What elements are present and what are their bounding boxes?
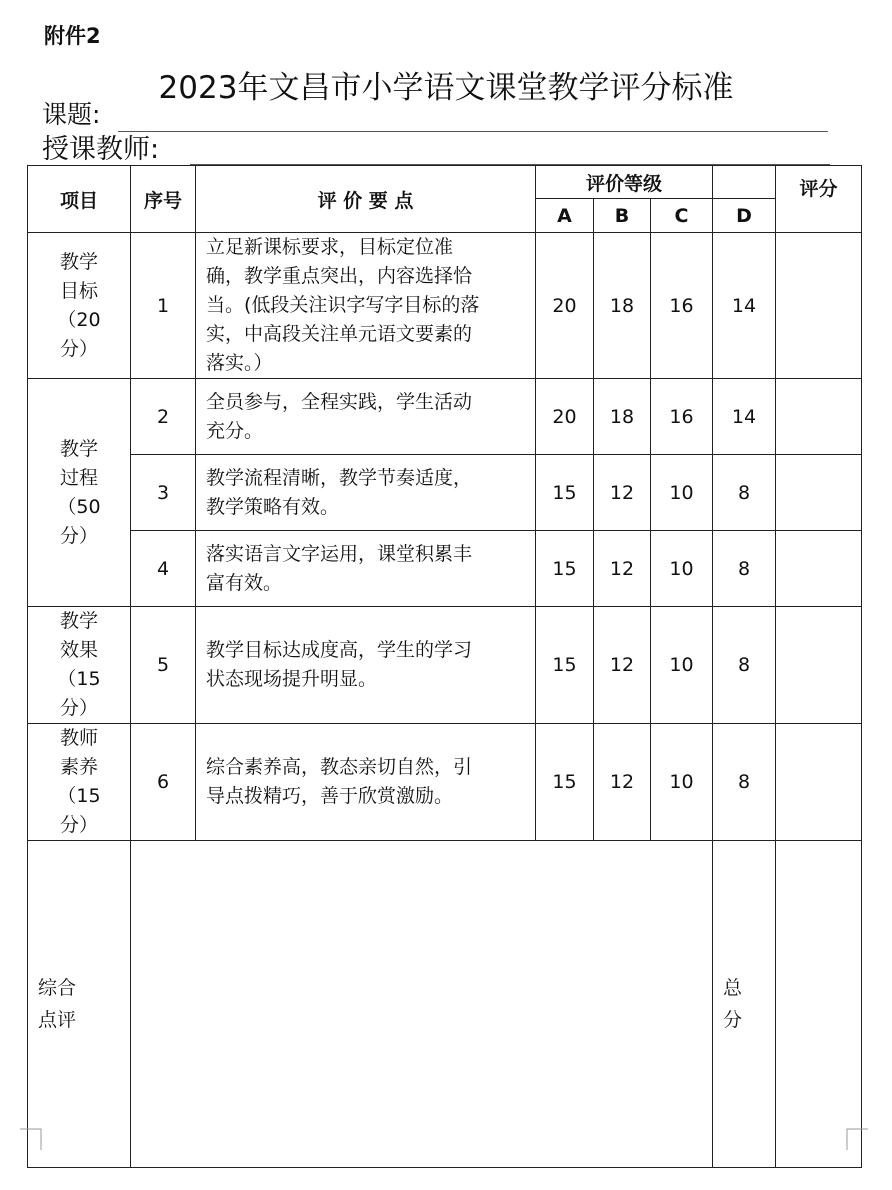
grade-b-header: B <box>594 199 651 233</box>
grade-d-header: D <box>713 199 776 233</box>
header-grade-level: 评价等级 <box>536 166 713 199</box>
score-a: 20 <box>536 379 594 455</box>
score-b: 18 <box>594 233 651 379</box>
score-input-cell[interactable] <box>776 455 862 531</box>
item-seq: 5 <box>131 607 196 724</box>
score-input-cell[interactable] <box>776 233 862 379</box>
header-blank-cell <box>713 166 776 199</box>
total-score-label: 总 分 <box>713 841 776 1168</box>
header-project: 项目 <box>28 166 131 233</box>
item-seq: 4 <box>131 531 196 607</box>
section-name: 教师 素养 （15 分） <box>28 724 131 841</box>
score-b: 12 <box>594 455 651 531</box>
score-c: 10 <box>651 607 713 724</box>
score-d: 14 <box>713 379 776 455</box>
topic-label: 课题: <box>42 100 101 129</box>
table-row <box>28 379 862 455</box>
score-d: 8 <box>713 531 776 607</box>
item-seq: 1 <box>131 233 196 379</box>
item-criteria: 教学流程清晰，教学节奏适度， 教学策略有效。 <box>196 455 536 531</box>
score-input-cell[interactable] <box>776 379 862 455</box>
crop-mark-icon <box>20 1128 42 1150</box>
item-seq: 6 <box>131 724 196 841</box>
score-a: 15 <box>536 455 594 531</box>
score-d: 14 <box>713 233 776 379</box>
score-b: 18 <box>594 379 651 455</box>
section-name: 教学 效果 （15 分） <box>28 607 131 724</box>
table-row <box>28 531 862 607</box>
item-seq: 2 <box>131 379 196 455</box>
item-criteria: 综合素养高，教态亲切自然，引 导点拨精巧，善于欣赏激励。 <box>196 724 536 841</box>
score-c: 10 <box>651 531 713 607</box>
table-row <box>28 455 862 531</box>
section-name: 教学 目标 （20 分） <box>28 233 131 379</box>
score-a: 20 <box>536 233 594 379</box>
document-title: 2023年文昌市小学语文课堂教学评分标准 <box>158 70 734 106</box>
score-b: 12 <box>594 531 651 607</box>
score-a: 15 <box>536 724 594 841</box>
header-points: 评 价 要 点 <box>196 166 536 233</box>
header-score: 评分 <box>776 166 862 233</box>
table-row <box>28 607 862 724</box>
score-input-cell[interactable] <box>776 607 862 724</box>
teacher-label: 授课教师: <box>42 134 160 165</box>
item-criteria: 教学目标达成度高，学生的学习 状态现场提升明显。 <box>196 607 536 724</box>
score-b: 12 <box>594 607 651 724</box>
attachment-label: 附件2 <box>44 24 101 48</box>
table-row <box>28 233 862 379</box>
grade-c-header: C <box>651 199 713 233</box>
table-row <box>28 724 862 841</box>
table-row <box>28 841 862 1168</box>
score-a: 15 <box>536 607 594 724</box>
score-c: 16 <box>651 233 713 379</box>
topic-underline <box>118 131 828 132</box>
item-criteria: 落实语言文字运用，课堂积累丰 富有效。 <box>196 531 536 607</box>
section-name: 教学 过程 （50 分） <box>28 379 131 607</box>
score-d: 8 <box>713 455 776 531</box>
comment-label: 综合 点评 <box>28 841 131 1168</box>
score-input-cell[interactable] <box>776 724 862 841</box>
score-b: 12 <box>594 724 651 841</box>
item-seq: 3 <box>131 455 196 531</box>
score-c: 10 <box>651 724 713 841</box>
item-criteria: 立足新课标要求，目标定位准 确，教学重点突出，内容选择恰 当。(低段关注识字写字目标的落 实，中高段关注单元语文要素的 落实。） <box>196 233 536 379</box>
grade-a-header: A <box>536 199 594 233</box>
comment-input-area[interactable] <box>131 841 713 1168</box>
header-seq: 序号 <box>131 166 196 233</box>
score-c: 16 <box>651 379 713 455</box>
score-a: 15 <box>536 531 594 607</box>
crop-mark-icon <box>846 1128 868 1150</box>
total-score-input-cell[interactable] <box>776 841 862 1168</box>
item-criteria: 全员参与，全程实践，学生活动 充分。 <box>196 379 536 455</box>
scoring-table <box>27 165 862 1168</box>
score-d: 8 <box>713 607 776 724</box>
score-c: 10 <box>651 455 713 531</box>
score-input-cell[interactable] <box>776 531 862 607</box>
score-d: 8 <box>713 724 776 841</box>
